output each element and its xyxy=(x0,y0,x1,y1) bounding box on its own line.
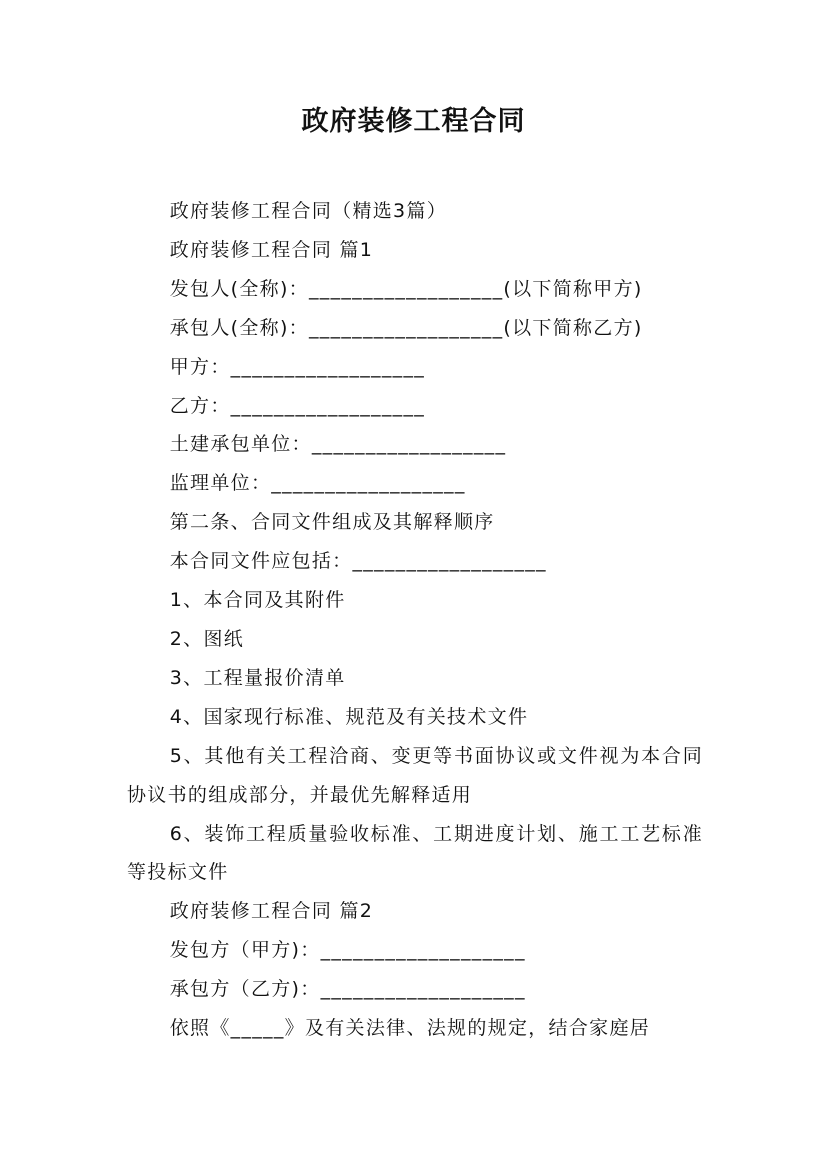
list-item-2: 2、图纸 xyxy=(169,627,245,650)
paragraph-employer: 发包人(全称)：__________________(以下简称甲方) xyxy=(169,277,643,300)
paragraph-documents-include: 本合同文件应包括：__________________ xyxy=(169,550,547,573)
paragraph-issuer: 发包方（甲方)：___________________ xyxy=(169,939,526,962)
list-item-3: 3、工程量报价清单 xyxy=(169,666,346,689)
document-body xyxy=(127,192,703,1048)
paragraph-party-a: 甲方：__________________ xyxy=(169,355,426,378)
paragraph-section-1-heading: 政府装修工程合同 篇1 xyxy=(169,238,374,261)
paragraph-article-2: 第二条、合同文件组成及其解释顺序 xyxy=(169,511,495,534)
paragraph-civil-contractor: 土建承包单位：__________________ xyxy=(169,433,507,456)
paragraph-section-2-heading: 政府装修工程合同 篇2 xyxy=(169,900,374,923)
paragraph-according-to: 依照《_____》及有关法律、法规的规定，结合家庭居 xyxy=(169,1017,651,1040)
document-title: 政府装修工程合同 xyxy=(301,106,526,137)
paragraph-supervisor: 监理单位：__________________ xyxy=(169,472,466,495)
list-item-1: 1、本合同及其附件 xyxy=(169,589,346,612)
paragraph-contractor: 承包人(全称)：__________________(以下简称乙方) xyxy=(169,316,643,339)
paragraph-party-b: 乙方：__________________ xyxy=(169,394,426,417)
list-item-4: 4、国家现行标准、规范及有关技术文件 xyxy=(169,705,529,728)
paragraph-undertaker: 承包方（乙方)：___________________ xyxy=(169,978,526,1001)
list-item-6: 6、装饰工程质量验收标准、工期进度计划、施工工艺标准等投标文件 xyxy=(127,822,703,884)
list-item-5: 5、其他有关工程洽商、变更等书面协议或文件视为本合同协议书的组成部分，并最优先解释适用 xyxy=(127,744,703,806)
paragraph-subtitle: 政府装修工程合同（精选3篇） xyxy=(169,200,448,222)
